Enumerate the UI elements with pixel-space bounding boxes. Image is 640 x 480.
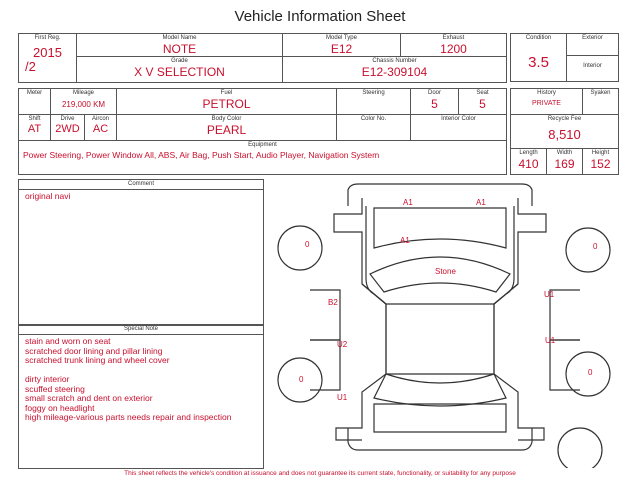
damage-mark: U1 [337, 393, 348, 402]
exterior-cell [567, 34, 619, 56]
condition-value: 3.5 [528, 54, 549, 71]
damage-mark: 0 [299, 375, 304, 384]
chassis-label: Chassis Number [372, 58, 417, 64]
exhaust-label: Exhaust [442, 35, 465, 41]
shift-cell [19, 115, 51, 141]
damage-mark: 0 [305, 240, 310, 249]
width-cell [547, 149, 583, 175]
body-color-value: PEARL [206, 123, 247, 137]
model-type-label: Model Type [326, 35, 357, 41]
comment-box [18, 179, 264, 326]
special-note-label: Special Note [19, 325, 263, 335]
length-label: Length [519, 150, 538, 156]
sheet-title: Vehicle Information Sheet [234, 8, 406, 25]
syaken-label: Syaken [590, 90, 611, 96]
syaken-cell [583, 89, 619, 115]
exterior-label: Exterior [582, 35, 603, 41]
door-cell [411, 89, 459, 115]
width-label: Width [556, 150, 573, 156]
shift-value: AT [27, 123, 42, 135]
steering-cell [337, 89, 411, 115]
spare-wheel [558, 428, 602, 468]
car-damage-diagram [270, 178, 620, 468]
condition-cell [511, 34, 567, 82]
door-value: 5 [431, 97, 438, 111]
model-type-cell [283, 34, 401, 57]
seat-label: Seat [476, 90, 489, 96]
mileage-label: Mileage [73, 90, 95, 96]
history-value: PRIVATE [532, 100, 561, 107]
aircon-value: AC [92, 123, 109, 135]
interior-color-cell [411, 115, 507, 141]
equipment-label: Equipment [248, 142, 277, 148]
fuel-value: PETROL [202, 97, 251, 111]
body-color-cell [117, 115, 337, 141]
chassis-value: E12-309104 [361, 65, 428, 79]
damage-mark: U1 [545, 336, 556, 345]
damage-mark: B2 [328, 298, 338, 307]
color-no-label: Color No. [360, 116, 387, 122]
grade-label: Grade [171, 58, 188, 64]
condition-table [510, 33, 619, 82]
wheel-front-left [278, 226, 322, 270]
damage-mark: A1 [400, 236, 410, 245]
color-no-cell [337, 115, 411, 141]
basic-info-table [18, 33, 507, 83]
model-name-value: NOTE [162, 42, 197, 56]
exhaust-value: 1200 [440, 42, 467, 56]
length-value: 410 [518, 157, 539, 171]
model-type-value: E12 [330, 42, 353, 56]
comment-text: original navi [25, 191, 71, 201]
history-label: History [537, 90, 556, 96]
damage-mark: A1 [476, 198, 486, 207]
interior-color-label: Interior Color [441, 116, 476, 122]
length-cell [511, 149, 547, 175]
recycle-cell [511, 115, 619, 149]
damage-mark: U2 [337, 340, 348, 349]
hood-outline [374, 208, 506, 248]
damage-mark: U1 [544, 290, 555, 299]
specs-table [18, 88, 507, 175]
aircon-label: Aircon [92, 116, 110, 122]
history-table [510, 88, 619, 175]
special-note-text: stain and worn on seat scratched door lining and pillar lining scratched trunk lining and wheel cover dirty interior scuffed steering small scratch and dent on exterior foggy on headlight high mileage-various parts needs repair and inspection [25, 336, 232, 422]
special-note-box [18, 324, 264, 469]
recycle-label: Recycle Fee [547, 116, 582, 122]
disclaimer-footer: This sheet reflects the vehicle's condition at issuance and does not guarantee its current state, functionality, or suitability for any purpose [124, 470, 516, 477]
interior-label: Interior [583, 63, 602, 69]
model-name-cell [77, 34, 283, 57]
damage-mark: 0 [593, 242, 598, 251]
first-reg-label: First Reg. [34, 35, 61, 41]
equipment-value: Power Steering, Power Window All, ABS, Air Bag, Push Start, Audio Player, Navigation System [23, 150, 380, 160]
shift-label: Shift [28, 116, 41, 122]
comment-label: Comment [19, 180, 263, 190]
meter-label: Meter [26, 90, 43, 96]
grade-cell [77, 57, 283, 83]
drive-value: 2WD [55, 123, 80, 135]
chassis-cell [283, 57, 507, 83]
damage-mark: Stone [435, 267, 456, 276]
height-value: 152 [590, 157, 611, 171]
fuel-label: Fuel [220, 90, 233, 96]
meter-cell [19, 89, 51, 115]
height-cell [583, 149, 619, 175]
damage-mark: 0 [588, 368, 593, 377]
first-reg-month: /2 [25, 59, 36, 74]
seat-value: 5 [479, 97, 486, 111]
fuel-cell [117, 89, 337, 115]
mileage-cell [51, 89, 117, 115]
rear-bumper [348, 428, 532, 450]
aircon-cell [85, 115, 117, 141]
steering-label: Steering [362, 90, 385, 96]
front-bumper [348, 184, 532, 206]
recycle-value: 8,510 [548, 127, 581, 142]
first-reg-year: 2015 [33, 45, 62, 60]
damage-mark: A1 [403, 198, 413, 207]
seat-cell [459, 89, 507, 115]
wheel-front-right [566, 228, 610, 272]
height-label: Height [591, 150, 610, 156]
first-reg-cell [19, 34, 77, 83]
model-name-label: Model Name [162, 35, 197, 41]
condition-label: Condition [525, 35, 552, 41]
drive-label: Drive [60, 116, 75, 122]
mileage-value: 219,000 KM [61, 100, 106, 109]
door-label: Door [428, 90, 442, 96]
equipment-cell [19, 141, 507, 175]
exhaust-cell [401, 34, 507, 57]
drive-cell [51, 115, 85, 141]
grade-value: X V SELECTION [134, 65, 225, 79]
width-value: 169 [554, 157, 575, 171]
interior-cell [567, 56, 619, 82]
history-cell [511, 89, 583, 115]
body-color-label: Body Color [211, 116, 242, 122]
